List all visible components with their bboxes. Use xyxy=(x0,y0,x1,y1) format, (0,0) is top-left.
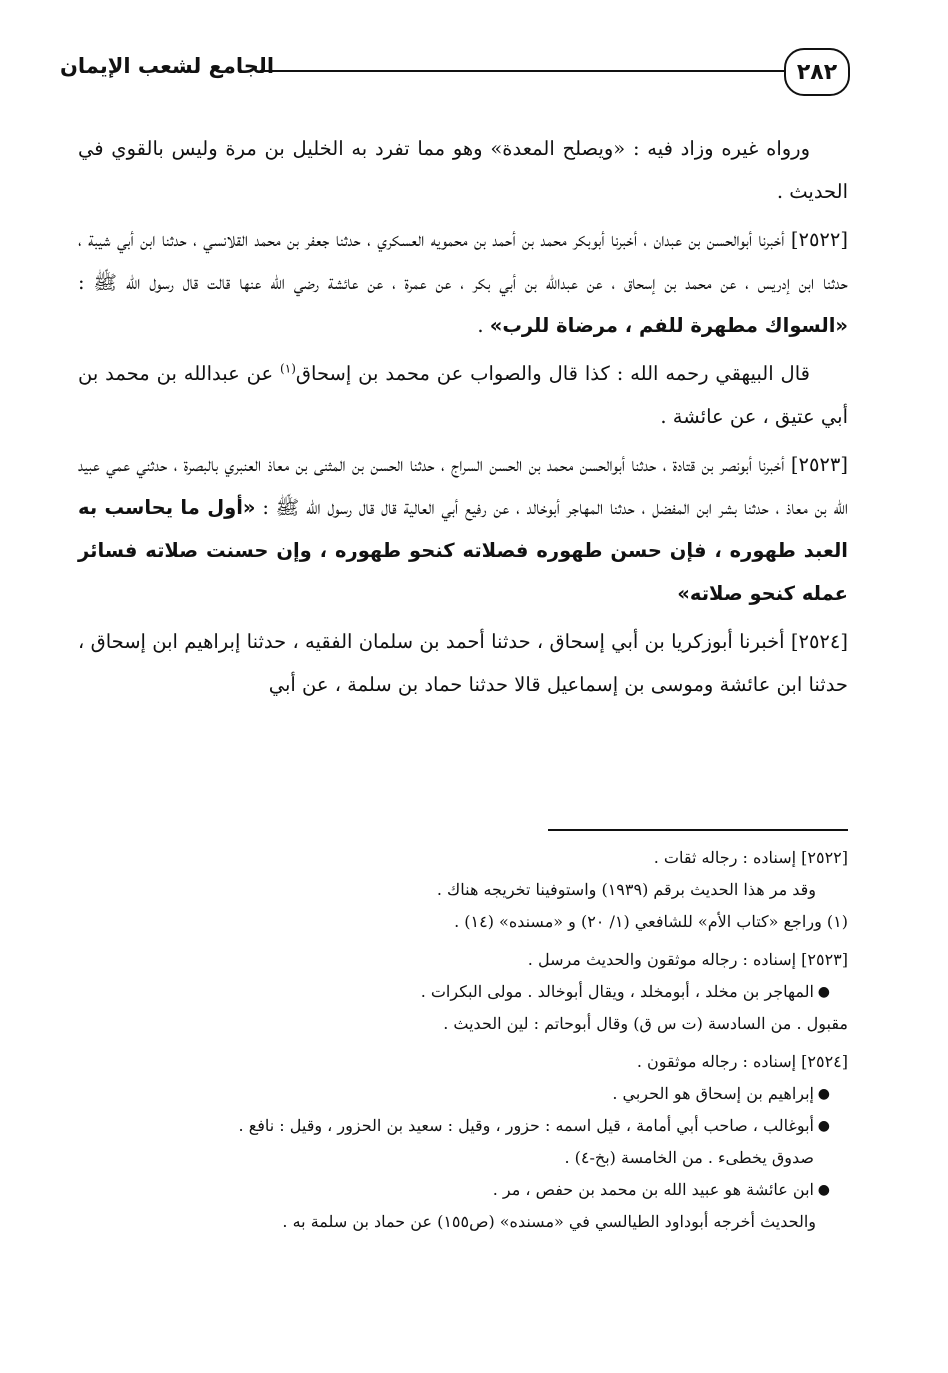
list-item: ● المهاجر بن مخلد ، أبومخلد ، ويقال أبوخالد . مولى البكرات . xyxy=(78,976,830,1008)
note-2522-body: وقد مر هذا الحديث برقم (١٩٣٩) واستوفينا تخريجه هناك . xyxy=(436,880,816,899)
bullet-icon: ● xyxy=(817,1086,830,1102)
page-number: ٢٨٢ xyxy=(784,48,850,96)
bayhaqi-comment-before: قال البيهقي رحمه الله : كذا قال والصواب عن محمد بن إسحاق xyxy=(295,362,810,385)
hadith-2522-chain: [٢٥٢٢] أخبرنا أبوالحسن بن عبدان ، أخبرنا أبوبكر محمد بن أحمد بن محمويه العسكري ، حدثنا جعفر بن محمد القلانسي ، حدثنا ابن أبي شيبة ، حدثنا ابن إدريس ، عن محمد بن إسحاق ، عن عبدالله بن أبي بكر ، عن عمرة ، عن عائشة رضي الله عنها قالت قال رسول الله ﷺ : xyxy=(78,228,848,294)
list-item: ● ابن عائشة هو عبيد الله بن محمد بن حفص ، مر . xyxy=(78,1174,830,1206)
book-title: الجامع لشعب الإيمان xyxy=(60,54,275,78)
bullet-icon: ● xyxy=(817,1182,830,1198)
hadith-2522-quote: «السواك مطهرة للفم ، مرضاة للرب» xyxy=(489,314,848,337)
footnote-ref-1: (١) xyxy=(280,361,296,376)
hadith-2522-end: . xyxy=(477,314,490,337)
hadith-2523-quote: «أول ما يحاسب به العبد طهوره ، فإن حسن طهوره فصلاته كنحو طهوره ، وإن حسنت صلاته فسائر عمله كنحو صلاته» xyxy=(78,496,848,605)
footnotes xyxy=(78,842,848,1238)
list-item: ● إبراهيم بن إسحاق هو الحربي . xyxy=(78,1078,830,1110)
bullet-icon: ● xyxy=(817,984,830,1000)
hadith-2524: [٢٥٢٤] أخبرنا أبوزكريا بن أبي إسحاق ، حدثنا أحمد بن سلمان الفقيه ، حدثنا إبراهيم ابن إسحاق ، حدثنا ابن عائشة وموسى بن إسماعيل قالا حدثنا حماد بن سلمة ، عن أبي xyxy=(78,630,848,696)
page-header xyxy=(60,48,850,104)
main-text xyxy=(78,127,848,711)
note-2523-cont: مقبول . من السادسة (ت س ق) وقال أبوحاتم : لين الحديث . xyxy=(443,1014,848,1033)
paragraph-intro: ورواه غيره وزاد فيه : «ويصلح المعدة» وهو مما تفرد به الخليل بن مرة وليس بالقوي في الحديث . xyxy=(78,137,848,203)
bayhaqi-comment xyxy=(78,352,848,438)
list-item: ● أبوغالب ، صاحب أبي أمامة ، قيل اسمه : حزور ، وقيل : سعيد بن الحزور ، وقيل : نافع . صدوق يخطىء . من الخامسة (بخ-٤) . xyxy=(78,1110,830,1174)
hadith-2523-chain: [٢٥٢٣] أخبرنا أبونصر بن قتادة ، حدثنا أبوالحسن محمد بن الحسن السراج ، حدثنا الحسن بن المثنى بن معاذ العنبري بالبصرة ، حدثني عمي عبيد الله بن معاذ ، حدثنا بشر ابن المفضل ، حدثنا المهاجر أبوخالد ، عن رفيع أبي العالية قال قال رسول الله ﷺ : xyxy=(78,453,849,519)
note-2524-source: والحديث أخرجه أبوداود الطيالسي في «مسنده» (ص١٥٥) عن حماد بن سلمة به . xyxy=(282,1212,816,1231)
note-2523-list xyxy=(78,976,848,1008)
hadith-2523 xyxy=(78,443,848,615)
bayhaqi-comment-after: عن عبدالله بن محمد بن أبي عتيق ، عن عائشة . xyxy=(78,362,848,428)
note-2524-list xyxy=(78,1078,848,1206)
note-2522-head: [٢٥٢٢] إسناده : رجاله ثقات . xyxy=(653,848,848,867)
footnote-separator xyxy=(548,829,848,831)
header-rule xyxy=(260,70,784,72)
hadith-2522 xyxy=(78,218,848,347)
footnote-1: (١) وراجع «كتاب الأم» للشافعي (١/ ٢٠) و «مسنده» (١٤) . xyxy=(454,912,848,931)
note-2524-head: [٢٥٢٤] إسناده : رجاله موثقون . xyxy=(636,1052,848,1071)
note-2523-head: [٢٥٢٣] إسناده : رجاله موثقون والحديث مرسل . xyxy=(527,950,848,969)
bullet-icon: ● xyxy=(817,1118,830,1134)
